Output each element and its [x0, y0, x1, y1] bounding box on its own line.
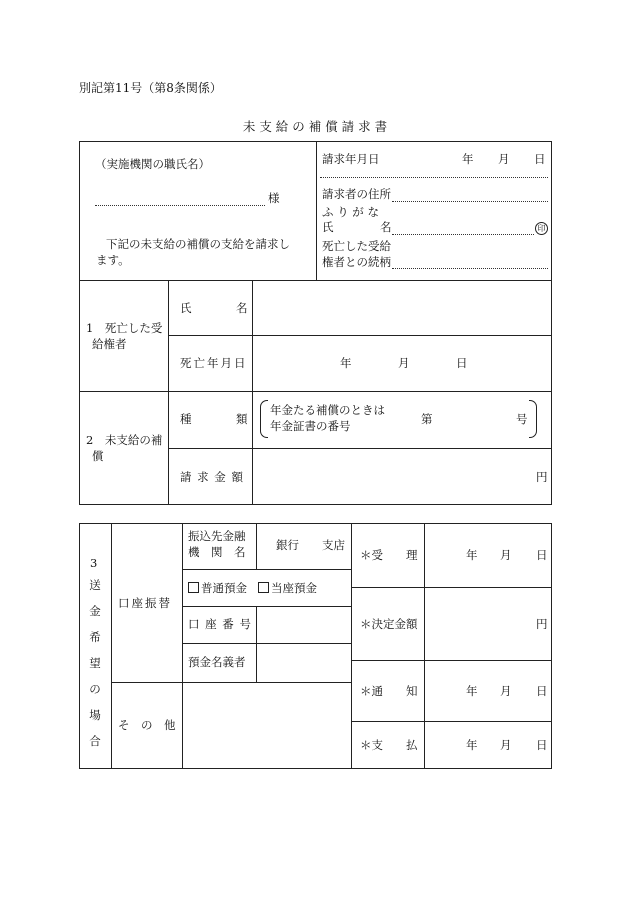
section2-label-line2: 償	[92, 449, 104, 463]
account-holder-field[interactable]	[257, 644, 350, 681]
request-text-line2: ます。	[96, 253, 130, 267]
section1-label-line1: 1 死亡した受	[86, 321, 163, 335]
death-month: 月	[398, 356, 410, 370]
receipt-month: 月	[500, 548, 512, 562]
claimant-address-field[interactable]	[392, 185, 548, 202]
receipt-label: ＊受 理	[360, 548, 418, 562]
current-checkbox[interactable]	[258, 582, 269, 593]
death-date-label: 死亡年月日	[180, 356, 248, 370]
death-year: 年	[340, 356, 352, 370]
bank-label-line1: 振込先金融	[188, 529, 246, 543]
claim-date-month: 月	[498, 152, 510, 166]
transfer-label: 口座振替	[118, 596, 172, 610]
account-number-label: 口 座 番 号	[188, 617, 252, 631]
type-label-1: 種	[180, 412, 192, 426]
pension-note-line2: 年金証書の番号	[270, 419, 351, 433]
receipt-day: 日	[536, 548, 548, 562]
honorific: 様	[268, 191, 280, 205]
address-label: 請求者の住所	[322, 187, 391, 201]
furigana-label: ふ り が な	[322, 205, 379, 219]
claimant-name-label-2: 名	[380, 220, 392, 234]
deceased-name-label-1: 氏	[180, 301, 192, 315]
claim-date-label: 請求年月日	[322, 152, 380, 166]
claimant-name-label-1: 氏	[322, 220, 334, 234]
section1-label-line2: 給権者	[92, 337, 127, 351]
type-label-2: 類	[236, 412, 248, 426]
right-bracket	[529, 400, 537, 438]
other-label: そ の 他	[118, 718, 176, 732]
notice-date-field[interactable]	[425, 661, 551, 720]
addressee-label: （実施機関の職氏名）	[95, 157, 210, 171]
payment-month: 月	[500, 738, 512, 752]
account-holder-label: 預金名義者	[188, 655, 246, 669]
payment-date-field[interactable]	[425, 722, 551, 768]
request-text-line1: 下記の未支給の補償の支給を請求し	[106, 237, 290, 251]
claim-amount-field[interactable]	[253, 449, 533, 504]
section3-number: 3	[90, 556, 98, 570]
payment-label: ＊支 払	[360, 738, 418, 752]
branch-suffix: 支店	[322, 538, 345, 552]
receipt-date-field[interactable]	[425, 524, 551, 586]
form-title: 未 支 給 の 補 償 請 求 書	[242, 119, 388, 134]
account-number-field[interactable]	[257, 607, 350, 642]
section2-label-line1: 2 未支給の補	[86, 433, 163, 447]
decision-amount-field[interactable]	[425, 588, 535, 659]
amount-unit: 円	[536, 470, 548, 484]
claimant-name-field[interactable]	[392, 219, 532, 234]
receipt-year: 年	[466, 548, 478, 562]
claim-date-day: 日	[534, 152, 546, 166]
seal-mark: 印	[535, 222, 548, 235]
decision-amount-label: ＊決定金額	[360, 617, 418, 631]
addressee-field[interactable]	[95, 190, 265, 206]
notice-year: 年	[466, 684, 478, 698]
number-suffix: 号	[516, 412, 528, 426]
payment-day: 日	[536, 738, 548, 752]
account-type-ordinary[interactable]: 普通預金	[188, 582, 247, 595]
pension-number-field[interactable]	[430, 402, 515, 434]
form-number: 別記第11号（第8条関係）	[79, 81, 222, 95]
relation-label-line1: 死亡した受給	[322, 239, 391, 253]
notice-day: 日	[536, 684, 548, 698]
notice-month: 月	[500, 684, 512, 698]
bank-suffix: 銀行	[276, 538, 299, 552]
pension-note-line1: 年金たる補償のときは	[270, 403, 385, 417]
deceased-name-label-2: 名	[236, 301, 248, 315]
deceased-name-field[interactable]	[253, 281, 551, 334]
amount-label: 請 求 金 額	[180, 470, 244, 484]
payment-year: 年	[466, 738, 478, 752]
death-day: 日	[456, 356, 468, 370]
other-method-field[interactable]	[183, 683, 350, 768]
claim-date-year: 年	[462, 152, 474, 166]
ordinary-checkbox[interactable]	[188, 582, 199, 593]
bank-label-line2: 機 関 名	[188, 545, 246, 559]
relation-field[interactable]	[392, 253, 548, 268]
section3-label: 送金希望の場合	[89, 578, 101, 748]
relation-label-line2: 権者との続柄	[322, 255, 391, 269]
number-prefix: 第	[421, 412, 433, 426]
left-bracket	[260, 400, 268, 438]
account-type-current[interactable]: 当座預金	[258, 582, 317, 595]
notice-label: ＊通 知	[360, 684, 418, 698]
claimant-furigana-field[interactable]	[392, 205, 532, 219]
decision-amount-unit: 円	[536, 617, 548, 631]
